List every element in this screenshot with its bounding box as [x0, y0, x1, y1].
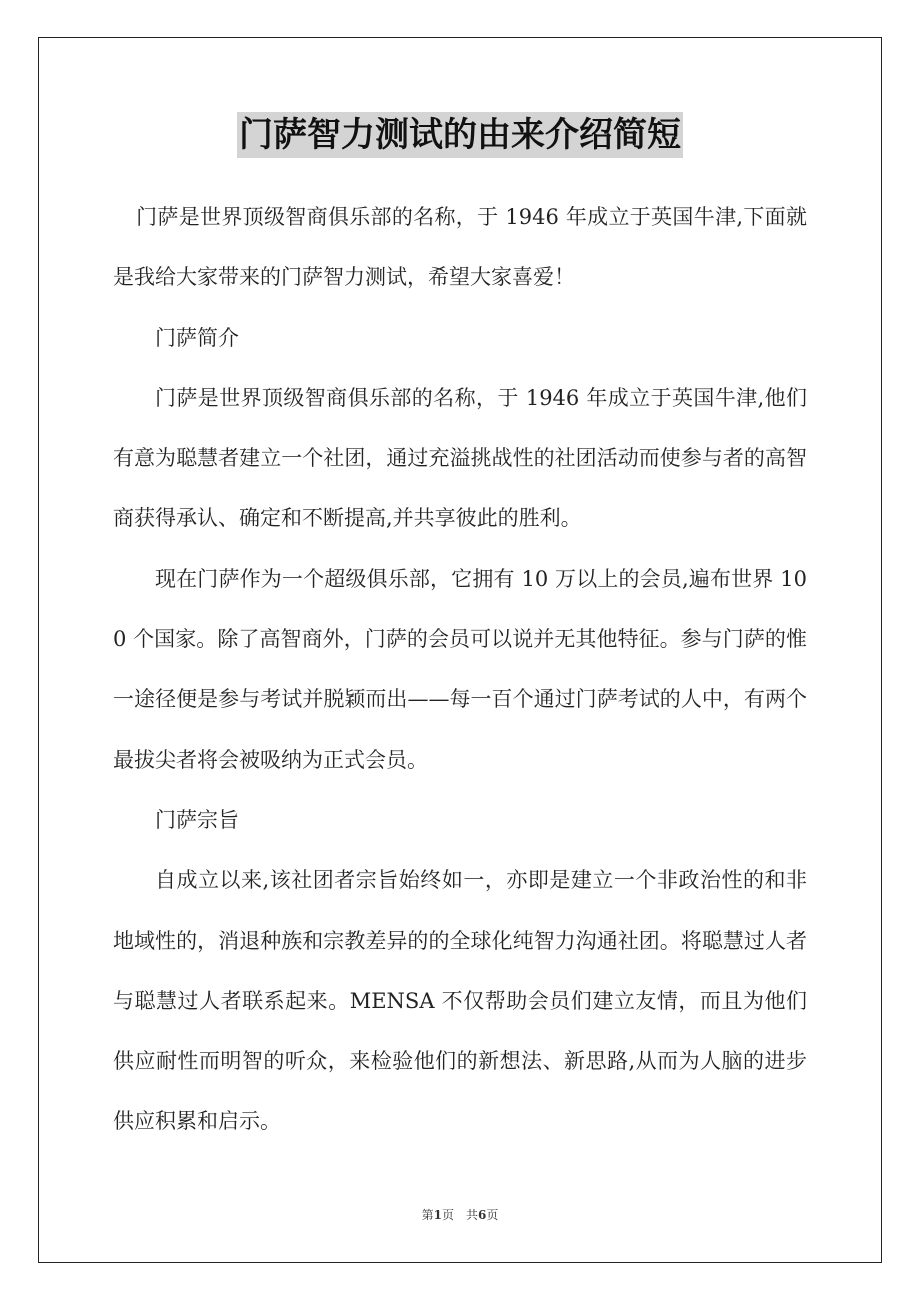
- document-body: [113, 187, 807, 1152]
- footer-suffix: 页: [486, 1208, 499, 1222]
- heading-mensa-intro: 门萨简介: [155, 325, 239, 350]
- footer-total-pages: 6: [478, 1208, 487, 1222]
- footer-prefix: 第: [421, 1208, 434, 1222]
- title-container: [0, 112, 920, 158]
- footer-current-page: 1: [433, 1208, 442, 1222]
- page-footer: [0, 1206, 920, 1223]
- paragraph-mensa-founding: 门萨是世界顶级智商俱乐部的名称，于 1946 年成立于英国牛津,他们有意为聪慧者建立一个社团，通过充溢挑战性的社团活动而使参与者的高智商获得承认、确定和不断提高,并共享彼此的胜利。: [113, 385, 807, 531]
- document-title: 门萨智力测试的由来介绍简短: [237, 112, 683, 158]
- paragraph-mensa-purpose: 自成立以来,该社团者宗旨始终如一，亦即是建立一个非政治性的和非地域性的，消退种族和宗教差异的的全球化纯智力沟通社团。将聪慧过人者与聪慧过人者联系起来。MENSA 不仅帮助会员们建立友情，而且为他们供应耐性而明智的听众，来检验他们的新想法、新思路,从而为人脑的进步供应积累和启示。: [113, 868, 807, 1134]
- paragraph-intro: 门萨是世界顶级智商俱乐部的名称，于 1946 年成立于英国牛津,下面就是我给大家带来的门萨智力测试，希望大家喜爱！: [113, 205, 807, 290]
- heading-mensa-purpose: 门萨宗旨: [155, 807, 239, 832]
- paragraph-mensa-members: 现在门萨作为一个超级俱乐部，它拥有 10 万以上的会员,遍布世界 100 个国家。除了高智商外，门萨的会员可以说并无其他特征。参与门萨的惟一途径便是参与考试并脱颖而出——每一百个通过门萨考试的人中，有两个最拔尖者将会被吸纳为正式会员。: [113, 566, 807, 772]
- footer-mid: 页 共: [441, 1208, 478, 1222]
